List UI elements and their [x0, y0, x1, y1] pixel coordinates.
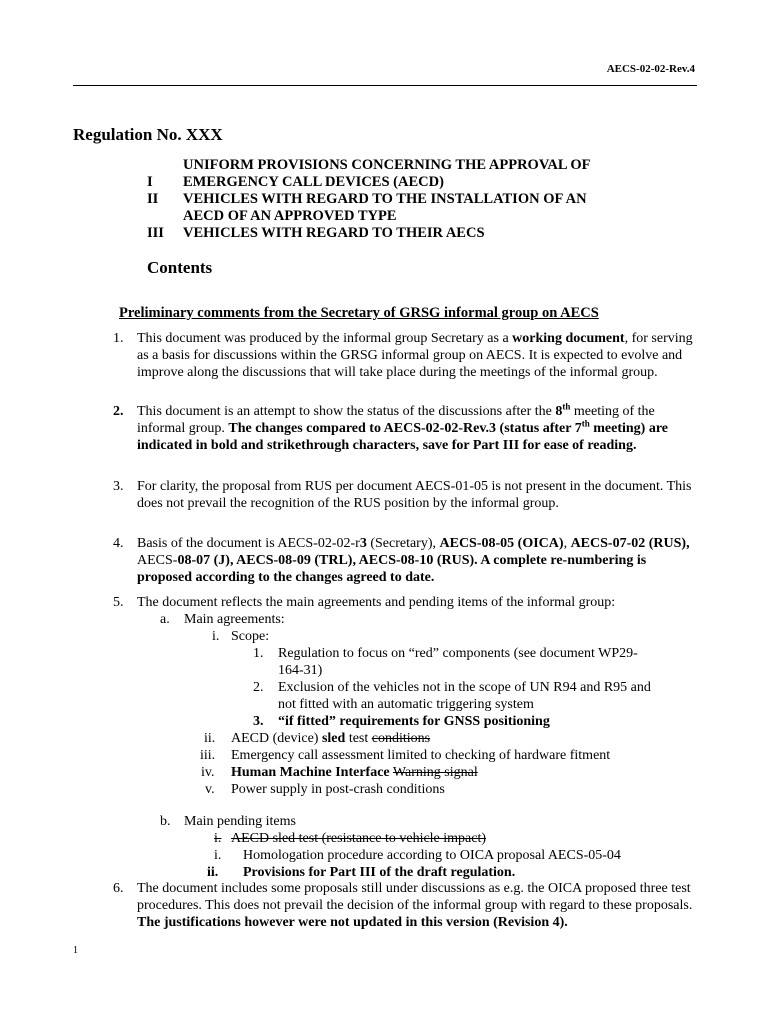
page-number: 1: [73, 945, 78, 956]
pending-item: Provisions for Part III of the draft regulation.: [243, 865, 516, 880]
scope-sub-label: 2.: [253, 680, 264, 695]
paragraph-2: 2. This document is an attempt to show the status of the discussions after the 8th meeting of the informal group. The changes compared to AECS-02-02-Rev.3 (status after 7th meeting) are indicated in bold and strikethrough characters, save for Part III for ease of reading.: [113, 401, 669, 453]
agreement-item: Emergency call assessment limited to checking of hardware fitment: [231, 748, 611, 763]
contents-heading: Contents: [147, 258, 213, 277]
sub-item-b: Main pending items: [184, 814, 296, 829]
paragraph-number: 6.: [113, 881, 124, 896]
roman-label: v.: [205, 782, 215, 797]
scope-sub-item: Regulation to focus on “red” components (see document WP29-: [278, 646, 638, 661]
sub-item-b-label: b.: [160, 814, 171, 829]
scope-sub-item: “if fitted” requirements for GNSS positioning: [278, 714, 550, 729]
scope-sub-item-cont: not fitted with an automatic triggering system: [278, 697, 534, 712]
paragraph-number: 4.: [113, 536, 124, 551]
roman-label: i.: [212, 629, 220, 644]
struck-pending-label: i.: [214, 831, 222, 846]
scope-sub-item: Exclusion of the vehicles not in the scope of UN R94 and R95 and: [278, 680, 651, 695]
scope-item: Scope:: [231, 629, 270, 644]
paragraph-number: 1.: [113, 331, 124, 346]
sub-item-a-label: a.: [160, 612, 170, 627]
paragraph-number: 3.: [113, 479, 124, 494]
pending-item: Homologation procedure according to OICA proposal AECS-05-04: [243, 848, 621, 863]
scope-sub-item-cont: 164-31): [278, 663, 323, 678]
roman-label: ii.: [204, 731, 216, 746]
document-id: AECS-02-02-Rev.4: [606, 63, 695, 75]
preliminary-comments-heading: Preliminary comments from the Secretary of GRSG informal group on AECS: [119, 305, 599, 321]
pending-label: i.: [214, 848, 222, 863]
pending-label: ii.: [207, 865, 219, 880]
sub-item-a: Main agreements:: [184, 612, 285, 627]
paragraph-6: 6. The document includes some proposals still under discussions as e.g. the OICA proposed three test procedures. This does not prevail the decision of the informal group with regard to these proposals. The justifications however were not updated in this version (Revision 4).: [113, 881, 693, 930]
provision-line: III VEHICLES WITH REGARD TO THEIR AECS: [147, 225, 485, 241]
paragraph-4: 4. Basis of the document is AECS-02-02-r3 (Secretary), AECS-08-05 (OICA), AECS-07-02 (RUS), AECS-08-07 (J), AECS-08-09 (TRL), AECS-08-10 (RUS). A complete re-numbering is proposed according to the changes agreed to date.: [113, 536, 690, 585]
provision-line: II VEHICLES WITH REGARD TO THE INSTALLATION OF AN: [147, 191, 587, 207]
struck-pending-item: AECD sled test (resistance to vehicle impact): [231, 831, 487, 846]
paragraph-number: 2.: [113, 404, 124, 419]
agreement-item: AECD (device) sled test conditions: [231, 731, 431, 746]
paragraph-1: 1. This document was produced by the informal group Secretary as a working document, for serving as a basis for discussions within the GRSG informal group on AECS. It is expected to evolve and improve along the discussions that will take place during the meetings of the informal group.: [113, 331, 693, 380]
paragraph-3: 3. For clarity, the proposal from RUS per document AECS-01-05 is not present in the document. This does not prevail the recognition of the RUS position by the informal group.: [113, 479, 692, 511]
agreement-item: Power supply in post-crash conditions: [231, 782, 445, 797]
roman-label: iii.: [200, 748, 216, 763]
provision-line: AECD OF AN APPROVED TYPE: [183, 208, 397, 224]
agreement-item: Human Machine Interface Warning signal: [231, 765, 478, 780]
provision-line: I EMERGENCY CALL DEVICES (AECD): [147, 174, 444, 190]
scope-sub-label: 3.: [253, 714, 264, 729]
paragraph-5: 5. The document reflects the main agreements and pending items of the informal group:: [113, 595, 616, 610]
regulation-title: Regulation No. XXX: [73, 125, 223, 144]
scope-sub-label: 1.: [253, 646, 264, 661]
roman-label: iv.: [201, 765, 215, 780]
provision-line: UNIFORM PROVISIONS CONCERNING THE APPROVAL OF: [183, 157, 591, 173]
header-rule: [73, 85, 697, 86]
paragraph-number: 5.: [113, 595, 124, 610]
